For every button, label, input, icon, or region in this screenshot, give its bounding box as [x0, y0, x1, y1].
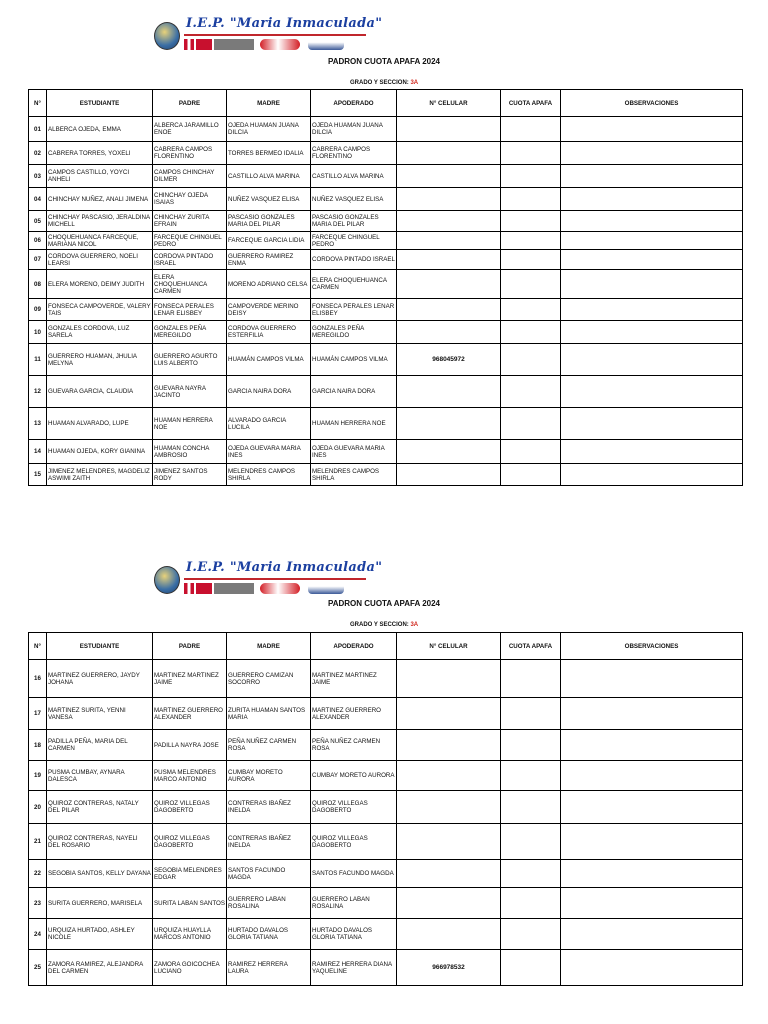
page-title: PADRON CUOTA APAFA 2024: [327, 57, 440, 66]
cuota-apafa-cell: [501, 321, 561, 344]
institution-logos: [184, 39, 368, 51]
observaciones-cell: [561, 376, 743, 408]
celular-cell: [397, 142, 501, 165]
row-number: 04: [29, 188, 47, 211]
padre-cell: MARTINEZ GUERRERO ALEXANDER: [153, 698, 227, 730]
school-crest-icon: [154, 566, 180, 594]
estudiante-cell: URQUIZA HURTADO, ASHLEY NICOLE: [47, 919, 153, 950]
col-header: MADRE: [227, 90, 311, 117]
apoderado-cell: QUIROZ VILLEGAS DAGOBERTO: [311, 791, 397, 824]
observaciones-cell: [561, 824, 743, 860]
apoderado-cell: NUÑEZ VASQUEZ ELISA: [311, 188, 397, 211]
cuota-apafa-cell: [501, 117, 561, 142]
madre-cell: NUÑEZ VASQUEZ ELISA: [227, 188, 311, 211]
estudiante-cell: ALBERCA OJEDA, EMMA: [47, 117, 153, 142]
table-row: [29, 188, 743, 211]
apoderado-cell: HURTADO DAVALOS GLORIA TATIANA: [311, 919, 397, 950]
peru-flag-icon: [184, 583, 194, 594]
row-number: 08: [29, 270, 47, 299]
apoderado-cell: OJEDA GUEVARA MARIA INES: [311, 440, 397, 464]
padre-cell: PADILLA NAYRA JOSE: [153, 730, 227, 761]
cuota-apafa-cell: [501, 824, 561, 860]
estudiante-cell: FONSECA CAMPOVERDE, VALERY TAIS: [47, 299, 153, 321]
sheet-2: [0, 560, 768, 1024]
madre-cell: GUERRERO CAMIZAN SOCORRO: [227, 660, 311, 698]
estudiante-cell: GUEVARA GARCIA, CLAUDIA: [47, 376, 153, 408]
madre-cell: GUERRERO RAMIREZ ENMA: [227, 250, 311, 270]
cuota-apafa-cell: [501, 188, 561, 211]
grado-value: 3A: [410, 80, 419, 86]
apoderado-cell: QUIROZ VILLEGAS DAGOBERTO: [311, 824, 397, 860]
apoderado-cell: MARTINEZ GUERRERO ALEXANDER: [311, 698, 397, 730]
table-row: [29, 950, 743, 986]
col-header: N°: [29, 90, 47, 117]
celular-cell: 966978532: [397, 950, 501, 986]
table-row: [29, 860, 743, 888]
col-header: N° CELULAR: [397, 90, 501, 117]
padre-cell: URQUIZA HUAYLLA MARCOS ANTONIO: [153, 919, 227, 950]
celular-cell: [397, 232, 501, 250]
cuota-apafa-cell: [501, 660, 561, 698]
table-row: [29, 730, 743, 761]
padre-cell: GUEVARA NAYRA JACINTO: [153, 376, 227, 408]
observaciones-cell: [561, 464, 743, 486]
observaciones-cell: [561, 860, 743, 888]
celular-cell: [397, 730, 501, 761]
table-row: [29, 321, 743, 344]
observaciones-cell: [561, 660, 743, 698]
madre-cell: OJEDA GUEVARA MARIA INES: [227, 440, 311, 464]
estudiante-cell: SURITA GUERRERO, MARISELA: [47, 888, 153, 919]
cuota-apafa-cell: [501, 270, 561, 299]
celular-cell: [397, 791, 501, 824]
estudiante-cell: CHINCHAY NUÑEZ, ANALI JIMENA: [47, 188, 153, 211]
cuota-apafa-cell: [501, 211, 561, 232]
apoderado-cell: PEÑA NUÑEZ CARMEN ROSA: [311, 730, 397, 761]
estudiante-cell: CABRERA TORRES, YOXELI: [47, 142, 153, 165]
cuota-apafa-cell: [501, 888, 561, 919]
celular-cell: [397, 919, 501, 950]
madre-cell: HURTADO DAVALOS GLORIA TATIANA: [227, 919, 311, 950]
apoderado-cell: FARCEQUE CHINGUEL PEDRO: [311, 232, 397, 250]
peru-logo-icon: [196, 583, 212, 594]
padre-cell: CHINCHAY OJEDA ISAIAS: [153, 188, 227, 211]
col-header: CUOTA APAFA: [501, 633, 561, 660]
col-header: N°: [29, 633, 47, 660]
estudiante-cell: CHINCHAY PASCASIO, JERALDINA MICHELL: [47, 211, 153, 232]
madre-cell: MORENO ADRIANO CELSA: [227, 270, 311, 299]
row-number: 25: [29, 950, 47, 986]
cuota-apafa-cell: [501, 376, 561, 408]
cuota-apafa-cell: [501, 791, 561, 824]
celular-cell: [397, 464, 501, 486]
table-row: [29, 376, 743, 408]
grado-seccion: [350, 622, 418, 628]
cuota-apafa-cell: [501, 950, 561, 986]
celular-cell: [397, 211, 501, 232]
row-number: 19: [29, 761, 47, 791]
col-header: OBSERVACIONES: [561, 633, 743, 660]
dre-logo-icon: [308, 583, 344, 594]
table-row: [29, 299, 743, 321]
observaciones-cell: [561, 250, 743, 270]
row-number: 03: [29, 165, 47, 188]
table-row: [29, 408, 743, 440]
celular-cell: [397, 824, 501, 860]
row-number: 10: [29, 321, 47, 344]
padre-cell: CHINCHAY ZURITA EFRAIN: [153, 211, 227, 232]
apoderado-cell: ELERA CHOQUEHUANCA CARMEN: [311, 270, 397, 299]
madre-cell: ALVARADO GARCIA LUCILA: [227, 408, 311, 440]
observaciones-cell: [561, 919, 743, 950]
celular-cell: [397, 117, 501, 142]
row-number: 13: [29, 408, 47, 440]
celular-cell: [397, 321, 501, 344]
padron-table: [28, 89, 743, 486]
celular-cell: [397, 270, 501, 299]
padron-table: [28, 632, 743, 986]
observaciones-cell: [561, 950, 743, 986]
cuota-apafa-cell: [501, 250, 561, 270]
table-row: [29, 660, 743, 698]
estudiante-cell: GUERRERO HUAMAN, JHULIA MELYNA: [47, 344, 153, 376]
padre-cell: ELERA CHOQUEHUANCA CARMEN: [153, 270, 227, 299]
cuota-apafa-cell: [501, 919, 561, 950]
estudiante-cell: PUSMA CUMBAY, AYNARA DALESCA: [47, 761, 153, 791]
table-row: [29, 117, 743, 142]
padre-cell: JIMENEZ SANTOS RODY: [153, 464, 227, 486]
col-header: MADRE: [227, 633, 311, 660]
table-row: [29, 761, 743, 791]
celular-cell: 968045972: [397, 344, 501, 376]
row-number: 16: [29, 660, 47, 698]
row-number: 11: [29, 344, 47, 376]
estudiante-cell: MARTINEZ SURITA, YENNI VANESA: [47, 698, 153, 730]
observaciones-cell: [561, 188, 743, 211]
padre-cell: CABRERA CAMPOS FLORENTINO: [153, 142, 227, 165]
row-number: 09: [29, 299, 47, 321]
apoderado-cell: OJEDA HUAMAN JUANA DILCIA: [311, 117, 397, 142]
padre-cell: CAMPOS CHINCHAY DILMER: [153, 165, 227, 188]
table-row: [29, 250, 743, 270]
observaciones-cell: [561, 888, 743, 919]
row-number: 12: [29, 376, 47, 408]
apoderado-cell: RAMIREZ HERRERA DIANA YAQUELINE: [311, 950, 397, 986]
school-header: [150, 560, 383, 600]
padre-cell: ZAMORA GOICOCHEA LUCIANO: [153, 950, 227, 986]
school-crest-icon: [154, 22, 180, 50]
col-header: OBSERVACIONES: [561, 90, 743, 117]
table-row: [29, 344, 743, 376]
table-header-row: [29, 90, 743, 117]
celular-cell: [397, 888, 501, 919]
observaciones-cell: [561, 142, 743, 165]
apoderado-cell: CABRERA CAMPOS FLORENTINO: [311, 142, 397, 165]
apoderado-cell: HUAMAN HERRERA NOE: [311, 408, 397, 440]
madre-cell: ZURITA HUAMAN SANTOS MARIA: [227, 698, 311, 730]
row-number: 14: [29, 440, 47, 464]
table-row: [29, 824, 743, 860]
row-number: 06: [29, 232, 47, 250]
col-header: APODERADO: [311, 633, 397, 660]
col-header: PADRE: [153, 633, 227, 660]
row-number: 22: [29, 860, 47, 888]
observaciones-cell: [561, 408, 743, 440]
table-row: [29, 698, 743, 730]
celular-cell: [397, 761, 501, 791]
celular-cell: [397, 165, 501, 188]
cuota-apafa-cell: [501, 299, 561, 321]
celular-cell: [397, 660, 501, 698]
peru-flag-icon: [184, 39, 194, 50]
estudiante-cell: HUAMAN OJEDA, KORY GIANINA: [47, 440, 153, 464]
ministry-logo-icon: [214, 583, 254, 594]
celular-cell: [397, 250, 501, 270]
madre-cell: OJEDA HUAMAN JUANA DILCIA: [227, 117, 311, 142]
madre-cell: MELENDRES CAMPOS SHIRLA: [227, 464, 311, 486]
school-name: I.E.P. "Maria Inmaculada": [186, 560, 383, 575]
apoderado-cell: GUERRERO LABAN ROSALINA: [311, 888, 397, 919]
estudiante-cell: SEGOBIA SANTOS, KELLY DAYANA: [47, 860, 153, 888]
row-number: 01: [29, 117, 47, 142]
apoderado-cell: HUAMÁN CAMPOS VILMA: [311, 344, 397, 376]
madre-cell: CORDOVA GUERRERO ESTERFILIA: [227, 321, 311, 344]
padre-cell: FARCEQUE CHINGUEL PEDRO: [153, 232, 227, 250]
table-row: [29, 888, 743, 919]
observaciones-cell: [561, 232, 743, 250]
ugel-logo-icon: [260, 39, 300, 50]
observaciones-cell: [561, 730, 743, 761]
observaciones-cell: [561, 698, 743, 730]
madre-cell: CONTRERAS IBAÑEZ INELDA: [227, 824, 311, 860]
grado-label: GRADO Y SECCION:: [350, 622, 409, 628]
school-name: I.E.P. "Maria Inmaculada": [186, 16, 383, 31]
col-header: ESTUDIANTE: [47, 633, 153, 660]
estudiante-cell: CAMPOS CASTILLO, YOYCI ANHELI: [47, 165, 153, 188]
grado-label: GRADO Y SECCION:: [350, 80, 409, 86]
row-number: 18: [29, 730, 47, 761]
observaciones-cell: [561, 270, 743, 299]
apoderado-cell: FONSECA PERALES LENAR ELISBEY: [311, 299, 397, 321]
apoderado-cell: CORDOVA PINTADO ISRAEL: [311, 250, 397, 270]
observaciones-cell: [561, 165, 743, 188]
observaciones-cell: [561, 440, 743, 464]
celular-cell: [397, 408, 501, 440]
row-number: 17: [29, 698, 47, 730]
apoderado-cell: CUMBAY MORETO AURORA: [311, 761, 397, 791]
madre-cell: RAMIREZ HERRERA LAURA: [227, 950, 311, 986]
cuota-apafa-cell: [501, 165, 561, 188]
observaciones-cell: [561, 211, 743, 232]
school-header: [150, 16, 383, 56]
cuota-apafa-cell: [501, 761, 561, 791]
estudiante-cell: PADILLA PEÑA, MARIA DEL CARMEN: [47, 730, 153, 761]
celular-cell: [397, 376, 501, 408]
padre-cell: MARTINEZ MARTINEZ JAIME: [153, 660, 227, 698]
header-divider: [184, 34, 366, 36]
table-row: [29, 464, 743, 486]
cuota-apafa-cell: [501, 232, 561, 250]
observaciones-cell: [561, 791, 743, 824]
table-row: [29, 919, 743, 950]
table-row: [29, 165, 743, 188]
col-header: APODERADO: [311, 90, 397, 117]
padre-cell: QUIROZ VILLEGAS DAGOBERTO: [153, 791, 227, 824]
apoderado-cell: MARTINEZ MARTINEZ JAIME: [311, 660, 397, 698]
ugel-logo-icon: [260, 583, 300, 594]
observaciones-cell: [561, 761, 743, 791]
estudiante-cell: ELERA MORENO, DEIMY JUDITH: [47, 270, 153, 299]
apoderado-cell: CASTILLO ALVA MARINA: [311, 165, 397, 188]
estudiante-cell: GONZALES CORDOVA, LUZ SARELA: [47, 321, 153, 344]
observaciones-cell: [561, 344, 743, 376]
madre-cell: PASCASIO GONZALES MARIA DEL PILAR: [227, 211, 311, 232]
table-row: [29, 440, 743, 464]
cuota-apafa-cell: [501, 344, 561, 376]
row-number: 07: [29, 250, 47, 270]
peru-logo-icon: [196, 39, 212, 50]
table-row: [29, 142, 743, 165]
row-number: 23: [29, 888, 47, 919]
celular-cell: [397, 860, 501, 888]
padre-cell: HUAMAN CONCHA AMBROSIO: [153, 440, 227, 464]
padre-cell: GUERRERO AGURTO LUIS ALBERTO: [153, 344, 227, 376]
padre-cell: ALBERCA JARAMILLO ENOE: [153, 117, 227, 142]
row-number: 02: [29, 142, 47, 165]
madre-cell: CAMPOVERDE MERINO DEISY: [227, 299, 311, 321]
estudiante-cell: HUAMAN ALVARADO, LUPE: [47, 408, 153, 440]
col-header: N° CELULAR: [397, 633, 501, 660]
madre-cell: GUERRERO LABAN ROSALINA: [227, 888, 311, 919]
observaciones-cell: [561, 299, 743, 321]
table-header-row: [29, 633, 743, 660]
apoderado-cell: GARCIA NAIRA DORA: [311, 376, 397, 408]
madre-cell: SANTOS FACUNDO MAGDA: [227, 860, 311, 888]
padre-cell: SEGOBIA MELENDRES EDGAR: [153, 860, 227, 888]
madre-cell: FARCEQUE GARCIA LIDIA: [227, 232, 311, 250]
grado-value: 3A: [410, 622, 419, 628]
estudiante-cell: ZAMORA RAMIREZ, ALEJANDRA DEL CARMEN: [47, 950, 153, 986]
celular-cell: [397, 299, 501, 321]
page-title: PADRON CUOTA APAFA 2024: [327, 599, 440, 608]
grado-seccion: [350, 80, 418, 86]
row-number: 21: [29, 824, 47, 860]
row-number: 24: [29, 919, 47, 950]
row-number: 20: [29, 791, 47, 824]
institution-logos: [184, 583, 368, 595]
table-row: [29, 232, 743, 250]
cuota-apafa-cell: [501, 440, 561, 464]
madre-cell: CUMBAY MORETO AURORA: [227, 761, 311, 791]
table-row: [29, 270, 743, 299]
row-number: 15: [29, 464, 47, 486]
table-row: [29, 791, 743, 824]
cuota-apafa-cell: [501, 464, 561, 486]
apoderado-cell: PASCASIO GONZALES MARIA DEL PILAR: [311, 211, 397, 232]
madre-cell: HUAMÁN CAMPOS VILMA: [227, 344, 311, 376]
table-row: [29, 211, 743, 232]
padre-cell: PUSMA MELENDRES MARCO ANTONIO: [153, 761, 227, 791]
padre-cell: QUIROZ VILLEGAS DAGOBERTO: [153, 824, 227, 860]
estudiante-cell: QUIROZ CONTRERAS, NAYELI DEL ROSARIO: [47, 824, 153, 860]
padre-cell: CORDOVA PINTADO ISRAEL: [153, 250, 227, 270]
estudiante-cell: QUIROZ CONTRERAS, NATALY DEL PILAR: [47, 791, 153, 824]
celular-cell: [397, 440, 501, 464]
madre-cell: CASTILLO ALVA MARINA: [227, 165, 311, 188]
estudiante-cell: JIMENEZ MELENDRES, MAGDELIZ ASWIMI ZAITH: [47, 464, 153, 486]
celular-cell: [397, 698, 501, 730]
madre-cell: PEÑA NUÑEZ CARMEN ROSA: [227, 730, 311, 761]
cuota-apafa-cell: [501, 730, 561, 761]
madre-cell: TORRES BERMEO IDALIA: [227, 142, 311, 165]
cuota-apafa-cell: [501, 142, 561, 165]
apoderado-cell: SANTOS FACUNDO MAGDA: [311, 860, 397, 888]
estudiante-cell: CHOQUEHUANCA FARCEQUE, MARIANA NICOL: [47, 232, 153, 250]
padre-cell: SURITA LABAN SANTOS: [153, 888, 227, 919]
cuota-apafa-cell: [501, 408, 561, 440]
observaciones-cell: [561, 321, 743, 344]
col-header: CUOTA APAFA: [501, 90, 561, 117]
padre-cell: FONSECA PERALES LENAR ELISBEY: [153, 299, 227, 321]
apoderado-cell: GONZALES PEÑA MEREGILDO: [311, 321, 397, 344]
madre-cell: GARCIA NAIRA DORA: [227, 376, 311, 408]
col-header: ESTUDIANTE: [47, 90, 153, 117]
observaciones-cell: [561, 117, 743, 142]
cuota-apafa-cell: [501, 860, 561, 888]
padre-cell: HUAMAN HERRERA NOE: [153, 408, 227, 440]
celular-cell: [397, 188, 501, 211]
row-number: 05: [29, 211, 47, 232]
estudiante-cell: MARTINEZ GUERRERO, JAYDY JOHANA: [47, 660, 153, 698]
madre-cell: CONTRERAS IBAÑEZ INELDA: [227, 791, 311, 824]
padre-cell: GONZALES PEÑA MEREGILDO: [153, 321, 227, 344]
col-header: PADRE: [153, 90, 227, 117]
cuota-apafa-cell: [501, 698, 561, 730]
apoderado-cell: MELENDRES CAMPOS SHIRLA: [311, 464, 397, 486]
ministry-logo-icon: [214, 39, 254, 50]
estudiante-cell: CORDOVA GUERRERO, NOELI LEARSI: [47, 250, 153, 270]
dre-logo-icon: [308, 39, 344, 50]
header-divider: [184, 578, 366, 580]
